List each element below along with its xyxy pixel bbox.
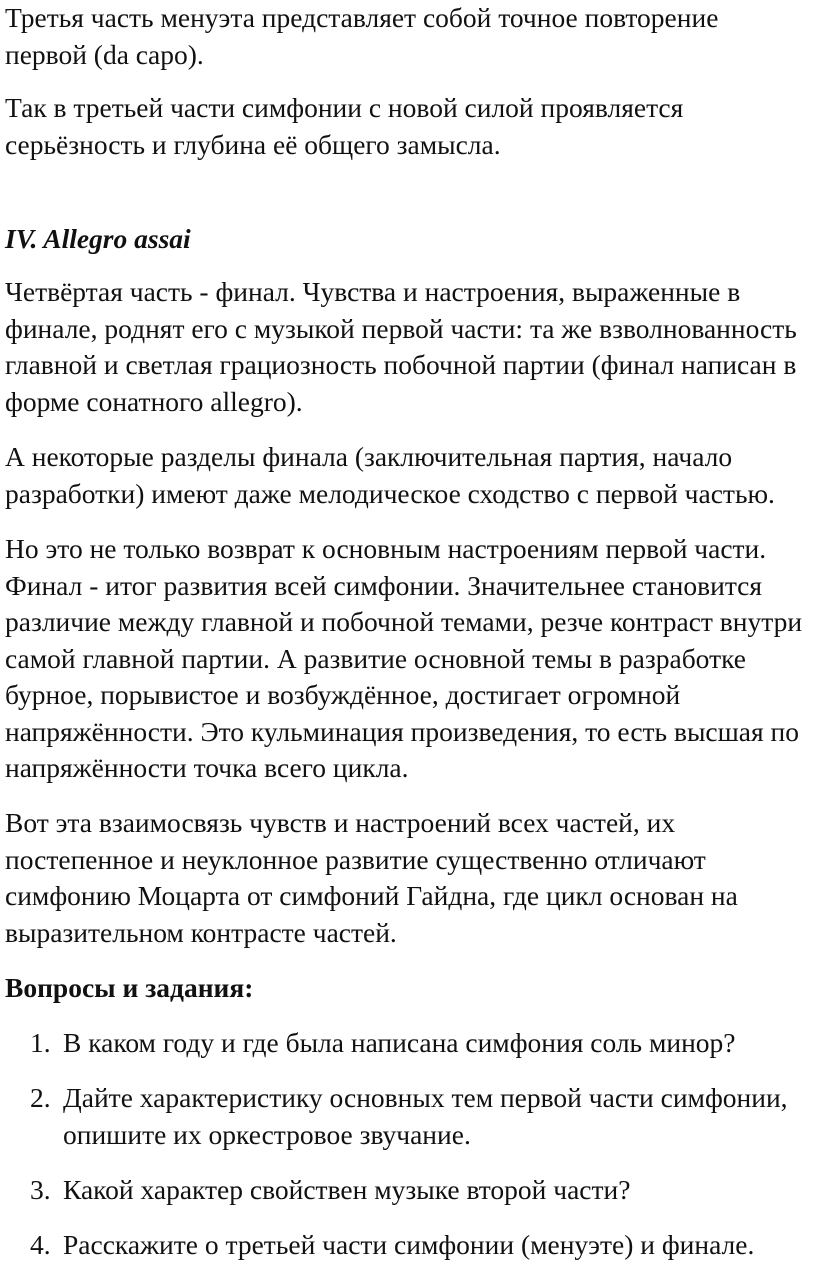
list-item [30, 1025, 810, 1062]
list-item-number: 4. [30, 1229, 51, 1260]
paragraph-minuet-da-capo: Третья часть менуэта представляет собой точное повторение первой (da capo). [5, 2, 719, 70]
section-heading-allegro-assai: IV. Allegro assai [5, 223, 191, 254]
list-item-number: 1. [30, 1027, 51, 1058]
paragraph-finale-development: Но это не только возврат к основным настроениям первой части. Финал - итог развития всей симфонии. Значительнее становится различие между главной и побочной темами, резче контраст внутри самой главной партии. А развитие основной темы в разработке бурное, порывистое и возбуждённое, достигает огромной напряжённости. Это кульминация произведения, то есть высшая по напряжённости точка всего цикла. [5, 533, 803, 783]
list-item [30, 1227, 810, 1264]
list-item [30, 1080, 810, 1153]
list-item-text: В каком году и где была написана симфония соль минор? [63, 1027, 736, 1058]
list-item-text: Расскажите о третьей части симфонии (менуэте) и финале. [63, 1229, 755, 1260]
list-item-number: 2. [30, 1082, 51, 1113]
list-item-text: Какой характер свойствен музыке второй части? [63, 1174, 631, 1205]
questions-heading: Вопросы и задания: [5, 972, 254, 1003]
list-item-text: Дайте характеристику основных тем первой части симфонии, опишите их оркестровое звучание. [63, 1082, 788, 1150]
paragraph-finale-intro: Четвёртая часть - финал. Чувства и настроения, выраженные в финале, роднят его с музыкой первой части: та же взволнованность главной и светлая грациозность побочной партии (финал написан в форме сонатного allegro). [5, 276, 797, 417]
paragraph-third-part-summary: Так в третьей части симфонии с новой силой проявляется серьёзность и глубина её общего замысла. [5, 92, 684, 160]
paragraph-mozart-haydn: Вот эта взаимосвязь чувств и настроений всех частей, их постепенное и неуклонное развитие существенно отличают симфонию Моцарта от симфоний Гайдна, где цикл основан на выразительном контрасте частей. [5, 807, 738, 948]
list-item [30, 1172, 810, 1209]
paragraph-finale-similarity: А некоторые разделы финала (заключительная партия, начало разработки) имеют даже мелодическое сходство с первой частью. [5, 441, 775, 509]
list-item-number: 3. [30, 1174, 51, 1205]
